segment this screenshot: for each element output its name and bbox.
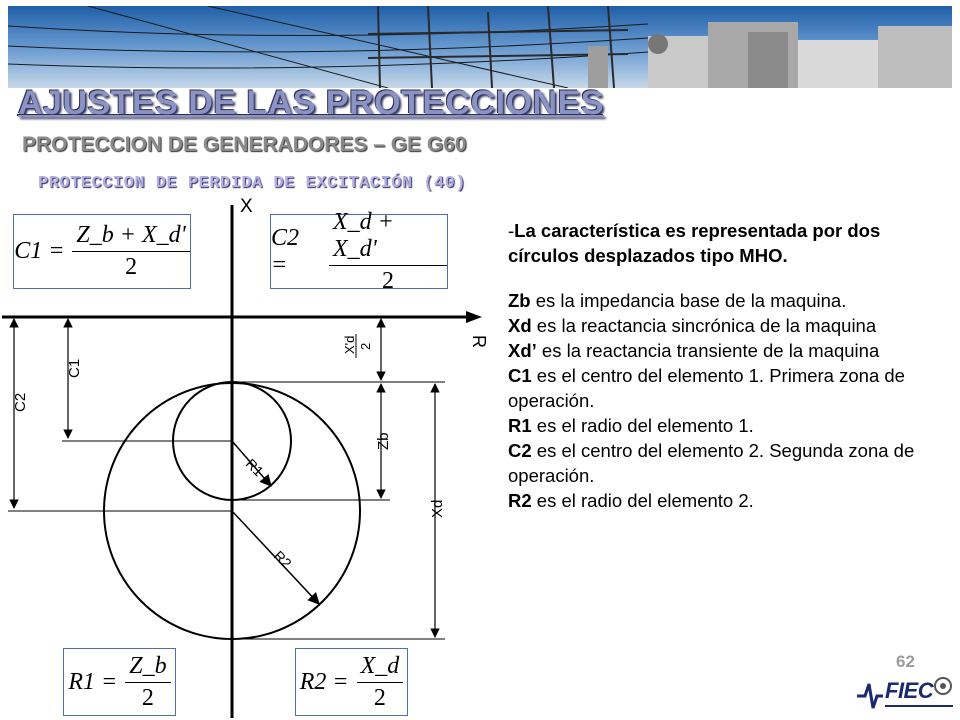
definition-description: es el centro del elemento 2. Segunda zona de operación. [508,440,915,486]
formula-c1 [13,214,191,289]
r2-label: R2 [270,547,295,572]
definition-description: es la reactancia transiente de la maquina [536,340,880,361]
r-axis-arrowhead [466,311,482,323]
section-title: PROTECCION DE PERDIDA DE EXCITACIÓN (40) [38,174,467,193]
definition-xd-prime [508,338,948,363]
formula-c1-numerator: Z_b + X_d' [72,222,189,252]
definition-description: es el centro del elemento 1. Primera zona de operación. [508,365,905,411]
page-subtitle: PROTECCION DE GENERADORES – GE G60 [22,133,467,156]
formula-c2-denominator: 2 [381,267,394,294]
formula-c2-lhs: C2 = [271,224,300,278]
formula-r1-numerator: Z_b [125,653,170,683]
formula-r1-fraction [125,653,170,712]
formula-c2 [270,208,448,294]
intro-dash: - [508,220,515,241]
axis-r-label: R [469,335,489,348]
definition-zb [508,288,948,313]
definition-term: Zb [508,290,531,311]
formula-r1 [63,648,176,716]
definition-term: C2 [508,440,532,461]
formula-c1-denominator: 2 [125,254,138,280]
definition-term: R1 [508,415,532,436]
formula-r2-lhs: R2 = [299,668,349,695]
definition-term: R2 [508,490,532,511]
definition-xd [508,313,948,338]
axis-x-label: X [240,196,253,217]
xd-prime-label-num: X'd [342,335,357,354]
fiec-logo [855,674,955,716]
definition-term: Xd [508,315,532,336]
definition-description: es la reactancia sincrónica de la maquina [531,315,877,336]
zb-label: Zb [375,432,392,450]
explanation-text [508,218,948,513]
formula-c1-lhs: C1 = [14,238,65,264]
c1-label: C1 [66,358,83,378]
formula-r2 [295,648,408,716]
intro-paragraph [508,218,948,268]
xd-prime-label-den: 2 [358,342,373,350]
formula-c2-numerator: X_d + X_d' [329,209,447,266]
formula-r2-denominator: 2 [373,684,386,711]
intro-text: La característica es representada por dos círculos desplazados tipo MHO. [508,220,881,266]
definition-r1 [508,413,948,438]
c2-label: C2 [12,392,29,412]
page-title: AJUSTES DE LAS PROTECCIONES [18,84,604,122]
formula-c1-fraction [72,222,189,281]
page-number: 62 [896,652,915,671]
definition-term: C1 [508,365,532,386]
formula-c2-fraction [329,209,447,295]
definition-r2 [508,488,948,513]
definition-c1 [508,363,948,413]
header-banner-image [8,6,952,88]
formula-r2-numerator: X_d [357,653,404,683]
definition-description: es la impedancia base de la maquina. [530,290,847,311]
definition-description: es el radio del elemento 2. [531,490,754,511]
logo-text: FIEC [885,678,934,703]
formula-r1-lhs: R1 = [68,668,118,695]
r1-label: R1 [242,455,267,480]
xd-label: Xd [429,499,446,518]
definition-term: Xd’ [508,340,537,361]
definition-c2 [508,438,948,488]
definition-description: es el radio del elemento 1. [531,415,754,436]
formula-r2-fraction [357,653,404,712]
formula-r1-denominator: 2 [141,684,154,711]
